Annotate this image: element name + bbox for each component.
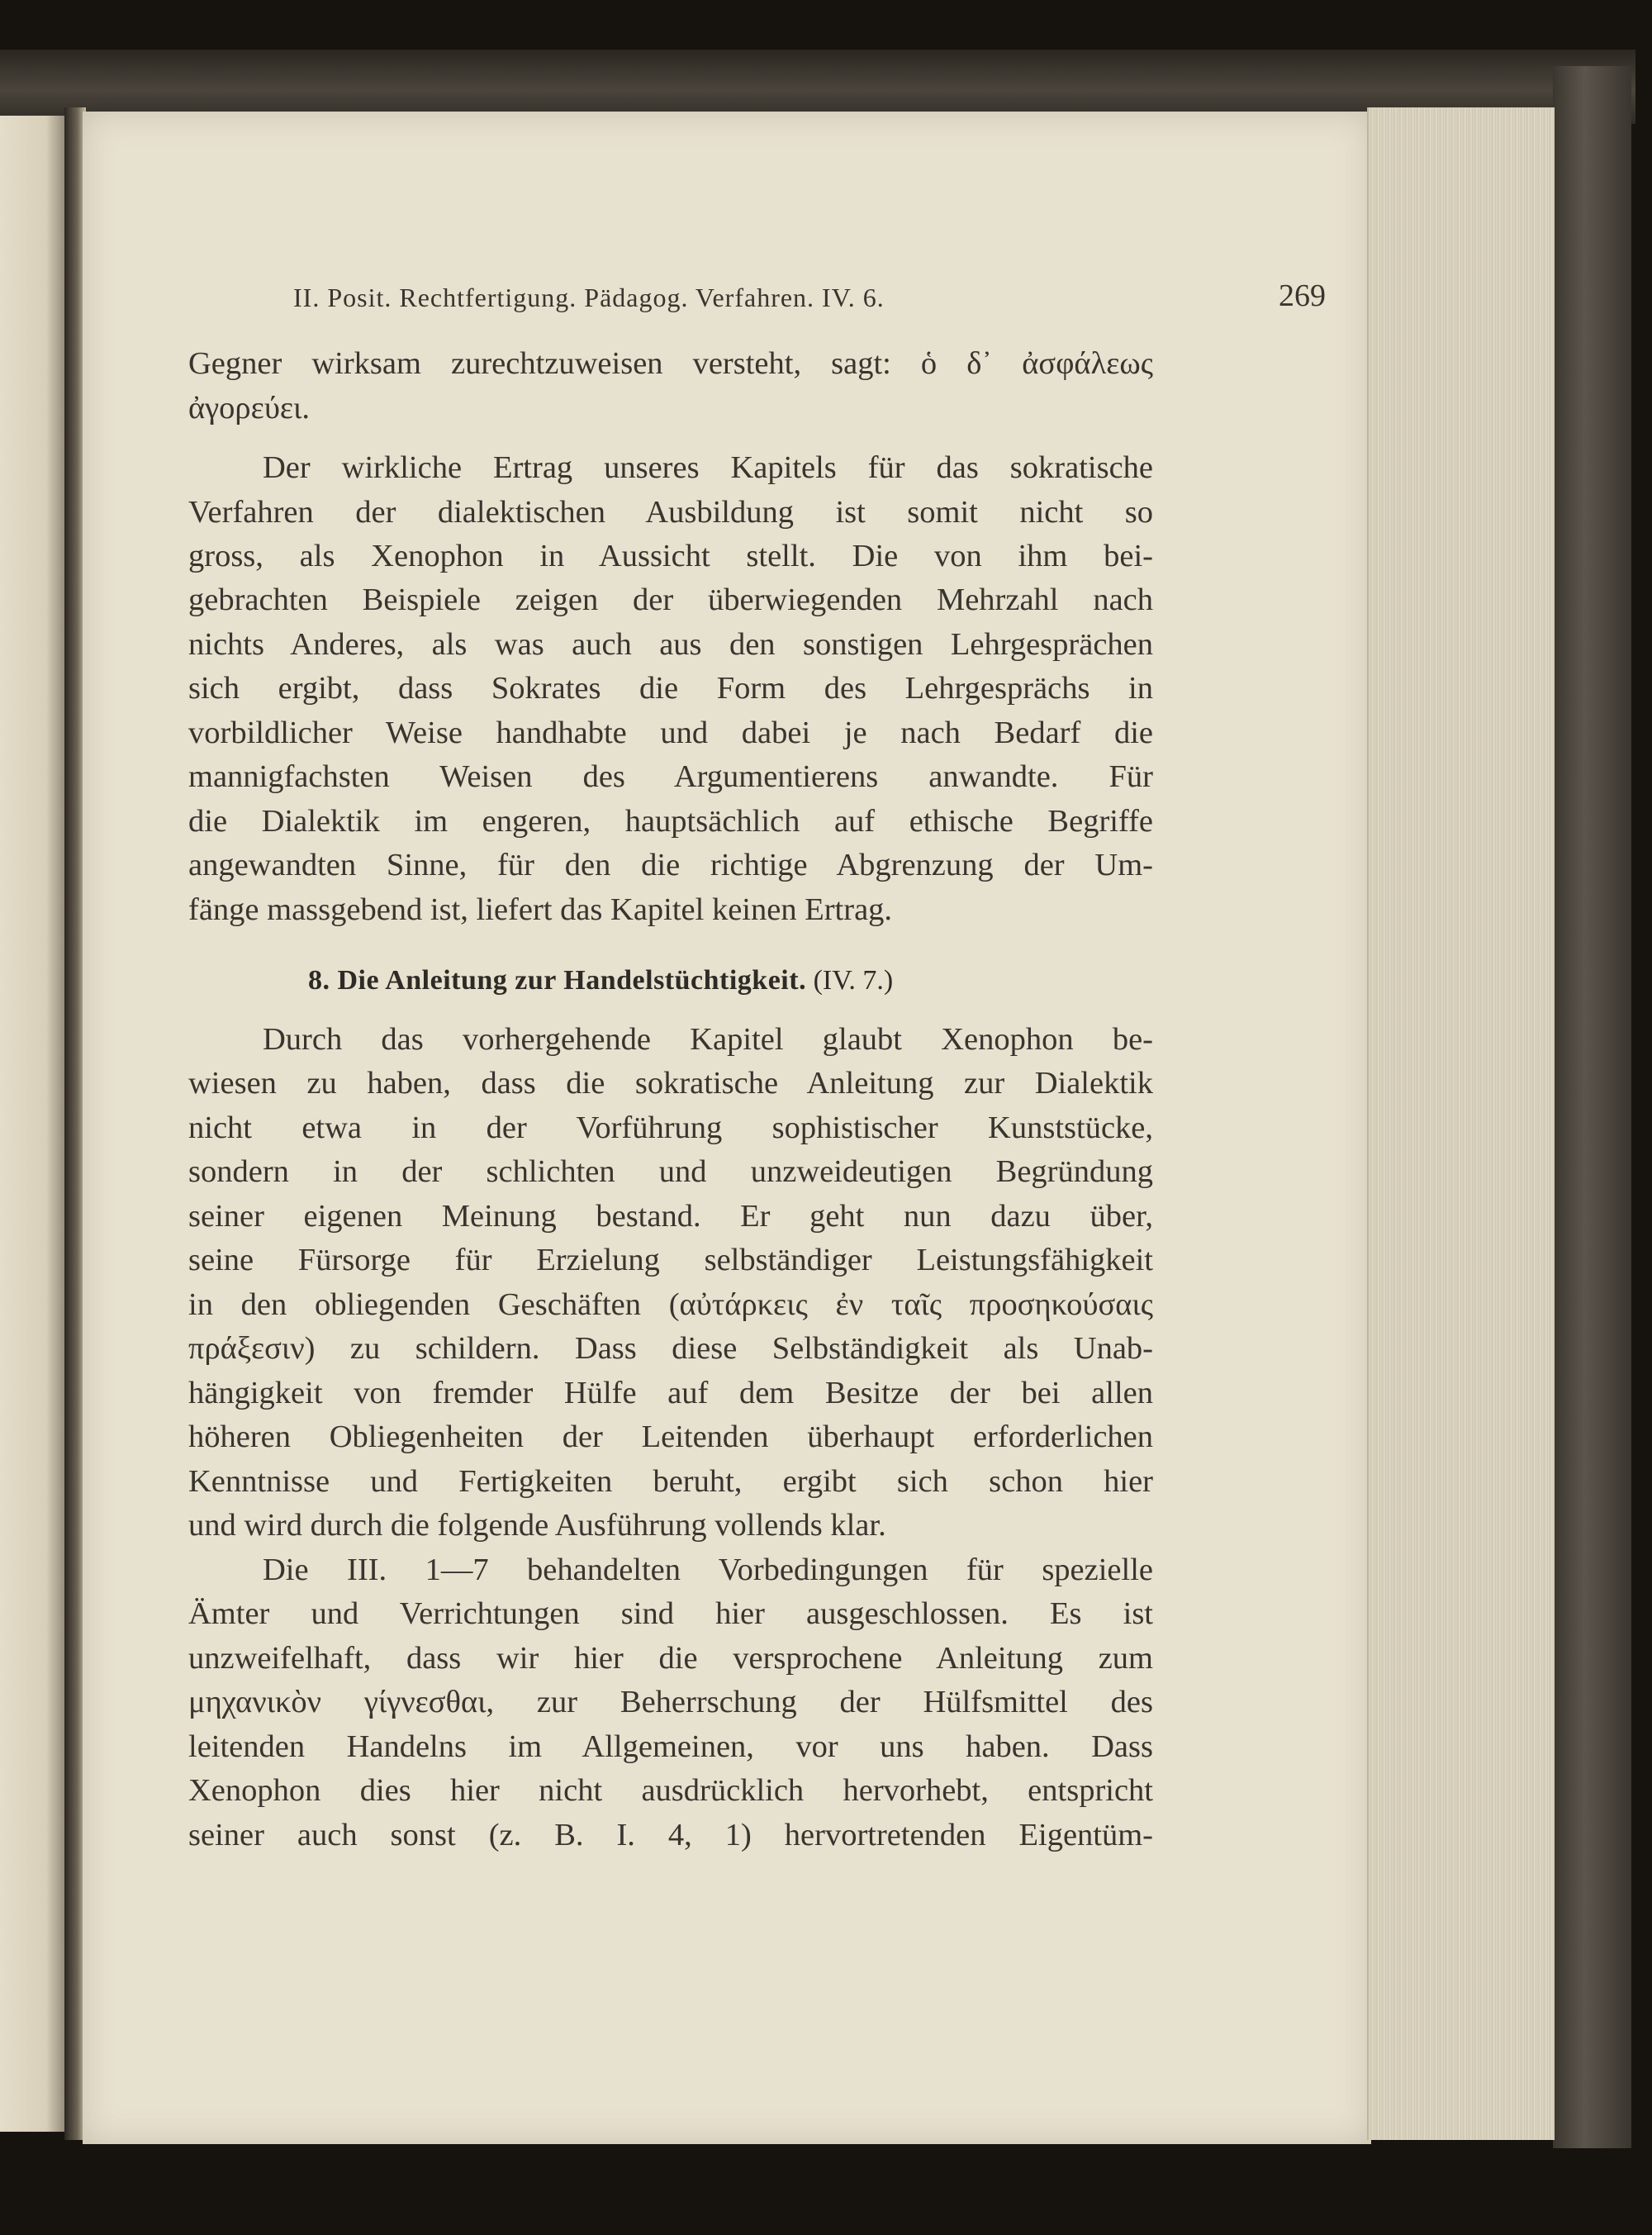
text-line: μηχανικὸν γίγνεσθαι, zur Beherrschung der Hülfsmittel des — [188, 1685, 1153, 1719]
text-line: Die III. 1—7 behandelten Vorbedingungen für spezielle — [263, 1553, 1153, 1587]
page-edges-stack — [1367, 107, 1555, 2140]
text-line: Verfahren der dialektischen Ausbildung ist somit nicht so — [188, 495, 1153, 530]
text-line: und wird durch die folgende Ausführung vollends klar. — [188, 1508, 886, 1543]
text-line: sondern in der schlichten und unzweideutigen Begründung — [188, 1154, 1153, 1189]
text-line: die Dialektik im engeren, hauptsächlich auf ethische Begriffe — [188, 804, 1153, 839]
text-line: fänge massgebend ist, liefert das Kapitel keinen Ertrag. — [188, 892, 893, 927]
section-heading-title: 8. Die Anleitung zur Handelstüchtigkeit. — [308, 965, 807, 996]
text-line: vorbildlicher Weise handhabte und dabei je nach Bedarf die — [188, 716, 1153, 750]
text-line: ἀγορεύει. — [188, 391, 311, 426]
text-line: wiesen zu haben, dass die sokratische Anleitung zur Dialektik — [188, 1066, 1153, 1101]
book-cover-edge — [1553, 66, 1631, 2148]
text-line: sich ergibt, dass Sokrates die Form des Lehrgesprächs in — [188, 671, 1153, 706]
text-line: angewandten Sinne, für den die richtige Abgrenzung der Um- — [188, 848, 1153, 882]
text-line: seiner auch sonst (z. B. I. 4, 1) hervortretenden Eigentüm- — [188, 1818, 1153, 1852]
page-number: 269 — [1279, 278, 1326, 313]
text-line: gebrachten Beispiele zeigen der überwiegenden Mehrzahl nach — [188, 583, 1153, 617]
text-line: nicht etwa in der Vorführung sophistischer Kunststücke, — [188, 1110, 1153, 1145]
text-line: in den obliegenden Geschäften (αὐτάρκεις ἐν ταῖς προσηκούσαις — [188, 1287, 1153, 1322]
text-line: nichts Anderes, als was auch aus den sonstigen Lehrgesprächen — [188, 627, 1153, 662]
text-line: Xenophon dies hier nicht ausdrücklich hervorhebt, entspricht — [188, 1773, 1153, 1808]
text-line: Ämter und Verrichtungen sind hier ausgeschlossen. Es ist — [188, 1596, 1153, 1631]
text-line: πράξεσιν) zu schildern. Dass diese Selbständigkeit als Unab- — [188, 1331, 1153, 1366]
text-line: Kenntnisse und Fertigkeiten beruht, ergibt sich schon hier — [188, 1464, 1153, 1499]
text-line: unzweifelhaft, dass wir hier die versprochene Anleitung zum — [188, 1641, 1153, 1676]
text-line: hängigkeit von fremder Hülfe auf dem Besitze der bei allen — [188, 1376, 1153, 1410]
text-line: höheren Obliegenheiten der Leitenden überhaupt erforderlichen — [188, 1419, 1153, 1454]
text-line: seiner eigenen Meinung bestand. Er geht nun dazu über, — [188, 1199, 1153, 1234]
running-head: II. Posit. Rechtfertigung. Pädagog. Verfahren. IV. 6. — [293, 283, 885, 312]
text-line: Der wirkliche Ertrag unseres Kapitels für das sokratische — [263, 450, 1153, 485]
section-heading — [308, 965, 893, 996]
text-line: mannigfachsten Weisen des Argumentierens anwandte. Für — [188, 759, 1153, 794]
text-line: Durch das vorhergehende Kapitel glaubt Xenophon be- — [263, 1022, 1153, 1057]
text-line: leitenden Handelns im Allgemeinen, vor uns haben. Dass — [188, 1729, 1153, 1764]
text-line: gross, als Xenophon in Aussicht stellt. Die von ihm bei- — [188, 539, 1153, 573]
section-heading-reference: (IV. 7.) — [813, 965, 894, 996]
facing-page-edge — [0, 116, 66, 2132]
text-line: seine Fürsorge für Erzielung selbständiger Leistungsfähigkeit — [188, 1243, 1153, 1277]
text-line: Gegner wirksam zurechtzuweisen versteht, sagt: ὁ δ᾽ ἀσφάλεως — [188, 346, 1153, 381]
